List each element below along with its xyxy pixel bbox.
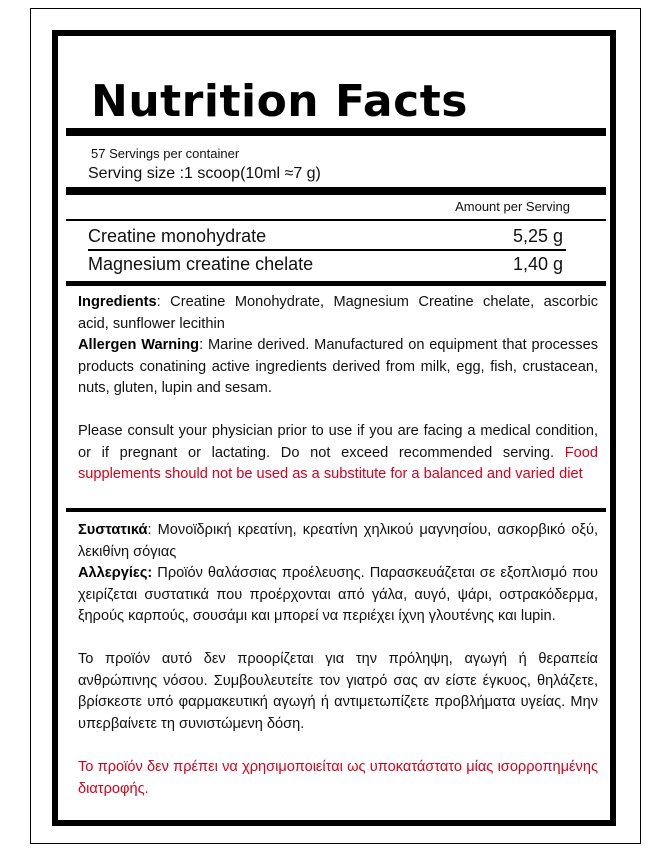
english-ingredients	[78, 292, 598, 335]
allergen-text: : Marine derived. Manufactured on equipment that processes products conatining active ingredients derived from milk, egg, fish, crustacean, nuts, gluten, lupin and sesam.	[78, 337, 598, 396]
consult-text: Please consult your physician prior to use if you are facing a medical condition, or if pregnant or lactating. Do not exceed recommended serving.	[78, 423, 598, 461]
greek-supplement-warning	[78, 757, 598, 800]
amount-header-divider	[66, 219, 606, 221]
nutrient-value: 5,25 g	[512, 226, 563, 246]
nutrient-row-divider	[88, 249, 566, 251]
greek-allergens	[78, 563, 598, 628]
greek-allergen-text: Προϊόν θαλάσσιας προέλευσης. Παρασκευάζεται σε εξοπλισμό που χειρίζεται συστατικά που προέρχονται από γάλα, αυγό, ψάρι, οστρακόδερμα, ξηρούς καρπούς, σουσάμι και μπορεί να περιέχει ίχνη γλουτένης και lupin.	[78, 565, 598, 624]
nutrient-name: Creatine monohydrate	[88, 226, 267, 246]
greek-disclaimer-text: Το προϊόν αυτό δεν προορίζεται για την πρόληψη, αγωγή ή θεραπεία ανθρώπινης νόσου. Συμβουλευτείτε τον γιατρό σας αν είστε έγκυος, θηλάζετε, βρίσκεστε υπό φαρμακευτική αγωγή ή αντιμετωπίζετε προβλήματα υγείας. Μην υπερβαίνετε τη συνιστώμενη δόση.	[78, 651, 598, 732]
servings-per-container: 57 Servings per container	[91, 146, 240, 161]
greek-ingredients-heading: Συστατικά	[78, 522, 148, 538]
nutrient-value: 1,40 g	[512, 254, 563, 274]
serving-size: Serving size :1 scoop(10ml ≈7 g)	[88, 165, 321, 182]
title-divider-bar	[66, 128, 606, 136]
serving-divider-bar	[66, 187, 606, 195]
ingredients-heading: Ingredients	[78, 294, 157, 310]
nutrient-name: Magnesium creatine chelate	[88, 254, 314, 274]
greek-disclaimer	[78, 649, 598, 735]
nutrition-facts-title: Nutrition Facts	[91, 76, 468, 127]
greek-allergen-heading: Αλλεργίες:	[78, 565, 153, 581]
nutrition-label-panel	[52, 30, 616, 826]
ingredients-text: : Creatine Monohydrate, Magnesium Creatine chelate, ascorbic acid, sunflower lecithin	[78, 294, 598, 332]
allergen-heading: Allergen Warning	[78, 337, 200, 353]
greek-ingredients-text: : Μονοϊδρική κρεατίνη, κρεατίνη χηλικού μαγνησίου, ασκορβικό οξύ, λεκιθίνη σόγιας	[78, 522, 598, 560]
english-consult-note	[78, 421, 598, 486]
english-allergen-warning	[78, 335, 598, 400]
greek-ingredients	[78, 520, 598, 563]
greek-warning-text: Το προϊόν δεν πρέπει να χρησιμοποιείται ως υποκατάστατο μίας ισορροπημένης διατροφής.	[78, 759, 598, 797]
amount-per-serving-header: Amount per Serving	[455, 199, 570, 214]
language-section-divider	[66, 508, 606, 512]
supplement-warning-text: Food supplements should not be used as a substitute for a balanced and varied diet	[78, 444, 598, 482]
nutrients-bottom-bar	[66, 281, 606, 286]
